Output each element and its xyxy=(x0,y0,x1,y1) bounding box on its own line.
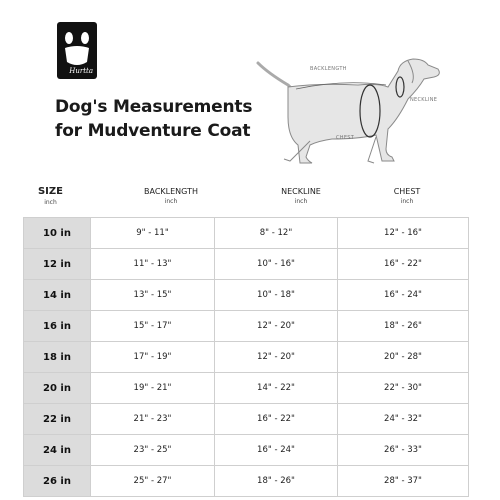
table-row xyxy=(24,435,469,466)
chest-cell: 26" - 33" xyxy=(338,435,469,466)
neckline-cell: 10" - 16" xyxy=(215,249,338,280)
header-backlength: BACKLENGTH inch xyxy=(144,187,198,205)
backlength-cell: 21" - 23" xyxy=(91,404,215,435)
brand-logo xyxy=(57,22,97,79)
chest-cell: 20" - 28" xyxy=(338,342,469,373)
dog-silhouette-icon xyxy=(248,45,448,175)
table-row xyxy=(24,280,469,311)
size-cell: 24 in xyxy=(24,435,91,466)
neckline-cell: 14" - 22" xyxy=(215,373,338,404)
table-row xyxy=(24,311,469,342)
neckline-cell: 16" - 22" xyxy=(215,404,338,435)
page-title-line2: for Mudventure Coat xyxy=(55,121,251,141)
backlength-cell: 15" - 17" xyxy=(91,311,215,342)
chest-cell: 22" - 30" xyxy=(338,373,469,404)
neckline-label: NECKLINE xyxy=(410,97,438,103)
backlength-cell: 13" - 15" xyxy=(91,280,215,311)
table-row xyxy=(24,218,469,249)
table-row xyxy=(24,249,469,280)
neckline-cell: 16" - 24" xyxy=(215,435,338,466)
neckline-cell: 12" - 20" xyxy=(215,342,338,373)
size-table xyxy=(23,217,469,497)
neckline-cell: 18" - 26" xyxy=(215,466,338,497)
chest-cell: 16" - 24" xyxy=(338,280,469,311)
table-row xyxy=(24,373,469,404)
size-cell: 26 in xyxy=(24,466,91,497)
size-cell: 16 in xyxy=(24,311,91,342)
size-chart xyxy=(23,186,468,487)
chest-label: CHEST xyxy=(336,135,355,141)
backlength-cell: 11" - 13" xyxy=(91,249,215,280)
backlength-label: BACKLENGTH xyxy=(310,66,347,72)
chest-cell: 28" - 37" xyxy=(338,466,469,497)
neckline-cell: 8" - 12" xyxy=(215,218,338,249)
chest-cell: 24" - 32" xyxy=(338,404,469,435)
size-cell: 12 in xyxy=(24,249,91,280)
table-row xyxy=(24,404,469,435)
size-cell: 10 in xyxy=(24,218,91,249)
dog-measurement-diagram xyxy=(248,45,448,175)
table-row xyxy=(24,342,469,373)
backlength-cell: 23" - 25" xyxy=(91,435,215,466)
header-neckline: NECKLINE inch xyxy=(281,187,321,205)
chest-cell: 16" - 22" xyxy=(338,249,469,280)
table-row xyxy=(24,466,469,497)
size-cell: 22 in xyxy=(24,404,91,435)
chest-cell: 18" - 26" xyxy=(338,311,469,342)
chest-cell: 12" - 16" xyxy=(338,218,469,249)
brand-logo-text: Hurtta xyxy=(69,67,93,75)
neckline-cell: 10" - 18" xyxy=(215,280,338,311)
size-chart-header xyxy=(23,186,468,216)
backlength-cell: 25" - 27" xyxy=(91,466,215,497)
size-cell: 20 in xyxy=(24,373,91,404)
header-size: SIZE inch xyxy=(37,186,63,206)
page-title-line1: Dog's Measurements xyxy=(55,97,253,117)
size-cell: 14 in xyxy=(24,280,91,311)
neckline-cell: 12" - 20" xyxy=(215,311,338,342)
backlength-cell: 9" - 11" xyxy=(91,218,215,249)
backlength-cell: 17" - 19" xyxy=(91,342,215,373)
header-chest: CHEST inch xyxy=(393,187,421,205)
size-cell: 18 in xyxy=(24,342,91,373)
backlength-cell: 19" - 21" xyxy=(91,373,215,404)
